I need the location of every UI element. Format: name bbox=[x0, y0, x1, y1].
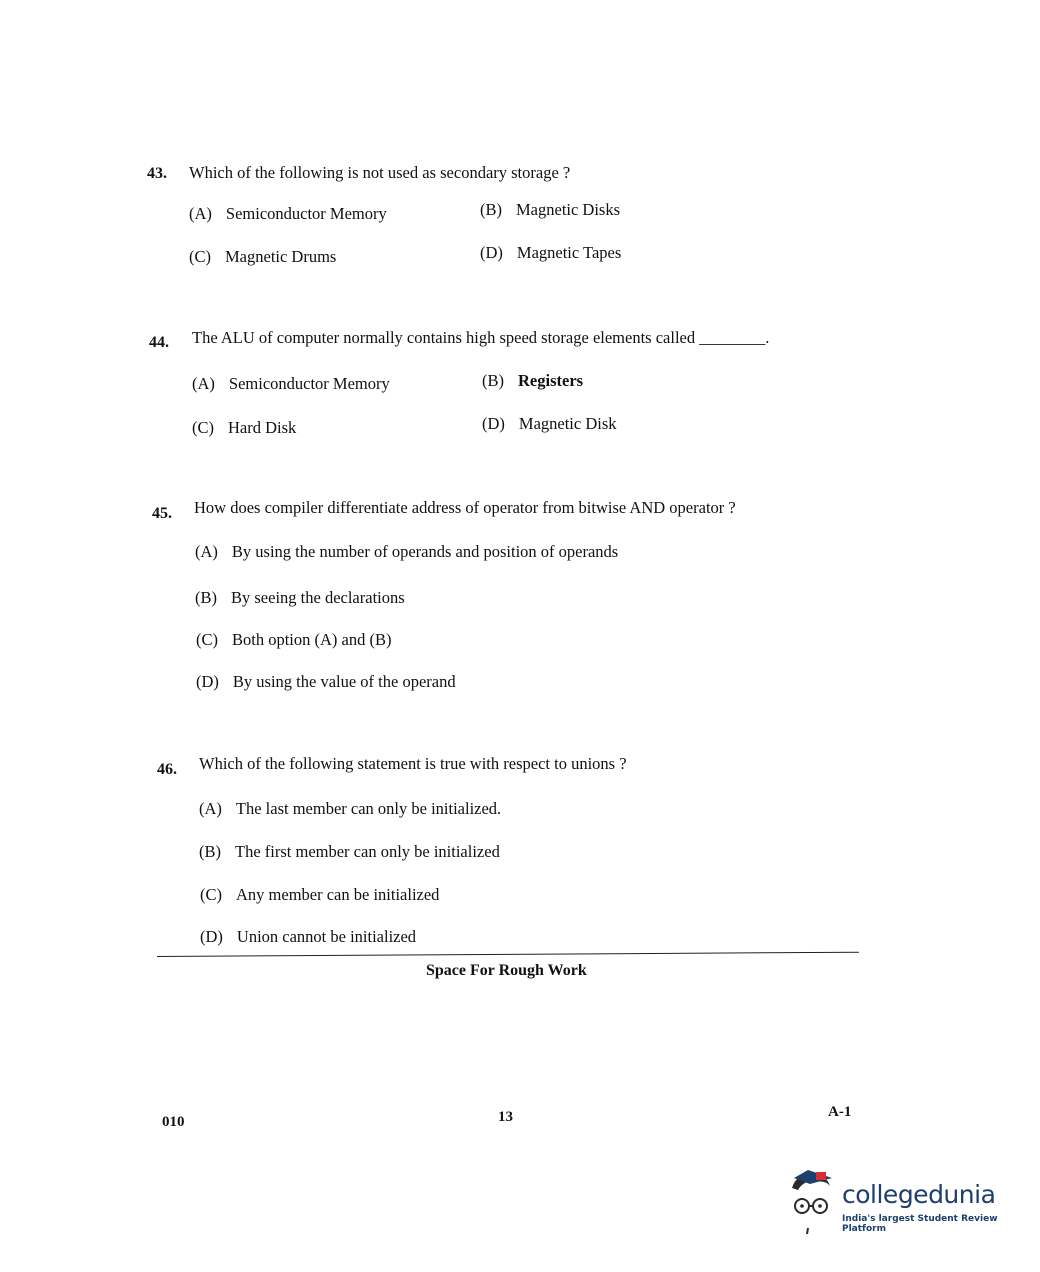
brand-tagline: India's largest Student Review Platform bbox=[842, 1214, 998, 1234]
option-c: (C) Both option (A) and (B) bbox=[196, 630, 392, 649]
rough-work-label: Space For Rough Work bbox=[426, 962, 587, 979]
option-a: (A) Semiconductor Memory bbox=[189, 204, 387, 223]
question-text: How does compiler differentiate address of operator from bitwise AND operator ? bbox=[194, 498, 736, 517]
option-c: (C) Any member can be initialized bbox=[200, 885, 440, 904]
question-text: Which of the following is not used as secondary storage ? bbox=[189, 163, 571, 182]
paper-code: 010 bbox=[162, 1114, 185, 1130]
option-a: (A) Semiconductor Memory bbox=[192, 374, 390, 393]
option-c: (C) Hard Disk bbox=[192, 418, 297, 437]
option-a: (A) The last member can only be initialized. bbox=[199, 799, 502, 818]
option-d: (D) Union cannot be initialized bbox=[200, 927, 417, 946]
option-d: (D) Magnetic Tapes bbox=[480, 243, 622, 262]
divider-line bbox=[157, 952, 859, 957]
question-number: 43. bbox=[147, 165, 167, 182]
option-b: (B) Magnetic Disks bbox=[480, 200, 621, 219]
option-b: (B) Registers bbox=[482, 371, 584, 390]
question-number: 45. bbox=[152, 505, 172, 522]
question-text: The ALU of computer normally contains high speed storage elements called ________. bbox=[192, 328, 770, 347]
option-d: (D) Magnetic Disk bbox=[482, 414, 617, 433]
page-number: 13 bbox=[498, 1109, 513, 1125]
series-code: A-1 bbox=[828, 1104, 852, 1120]
option-b: (B) By seeing the declarations bbox=[195, 588, 405, 607]
question-text: Which of the following statement is true with respect to unions ? bbox=[199, 754, 627, 773]
mascot-icon bbox=[786, 1166, 842, 1236]
option-d: (D) By using the value of the operand bbox=[196, 672, 456, 691]
collegedunia-watermark bbox=[786, 1166, 1016, 1236]
option-b: (B) The first member can only be initialized bbox=[199, 842, 500, 861]
brand-name: collegedunia bbox=[842, 1180, 996, 1209]
option-c: (C) Magnetic Drums bbox=[189, 247, 337, 266]
question-number: 44. bbox=[149, 334, 169, 351]
question-number: 46. bbox=[157, 761, 177, 778]
option-a: (A) By using the number of operands and position of operands bbox=[195, 542, 619, 561]
